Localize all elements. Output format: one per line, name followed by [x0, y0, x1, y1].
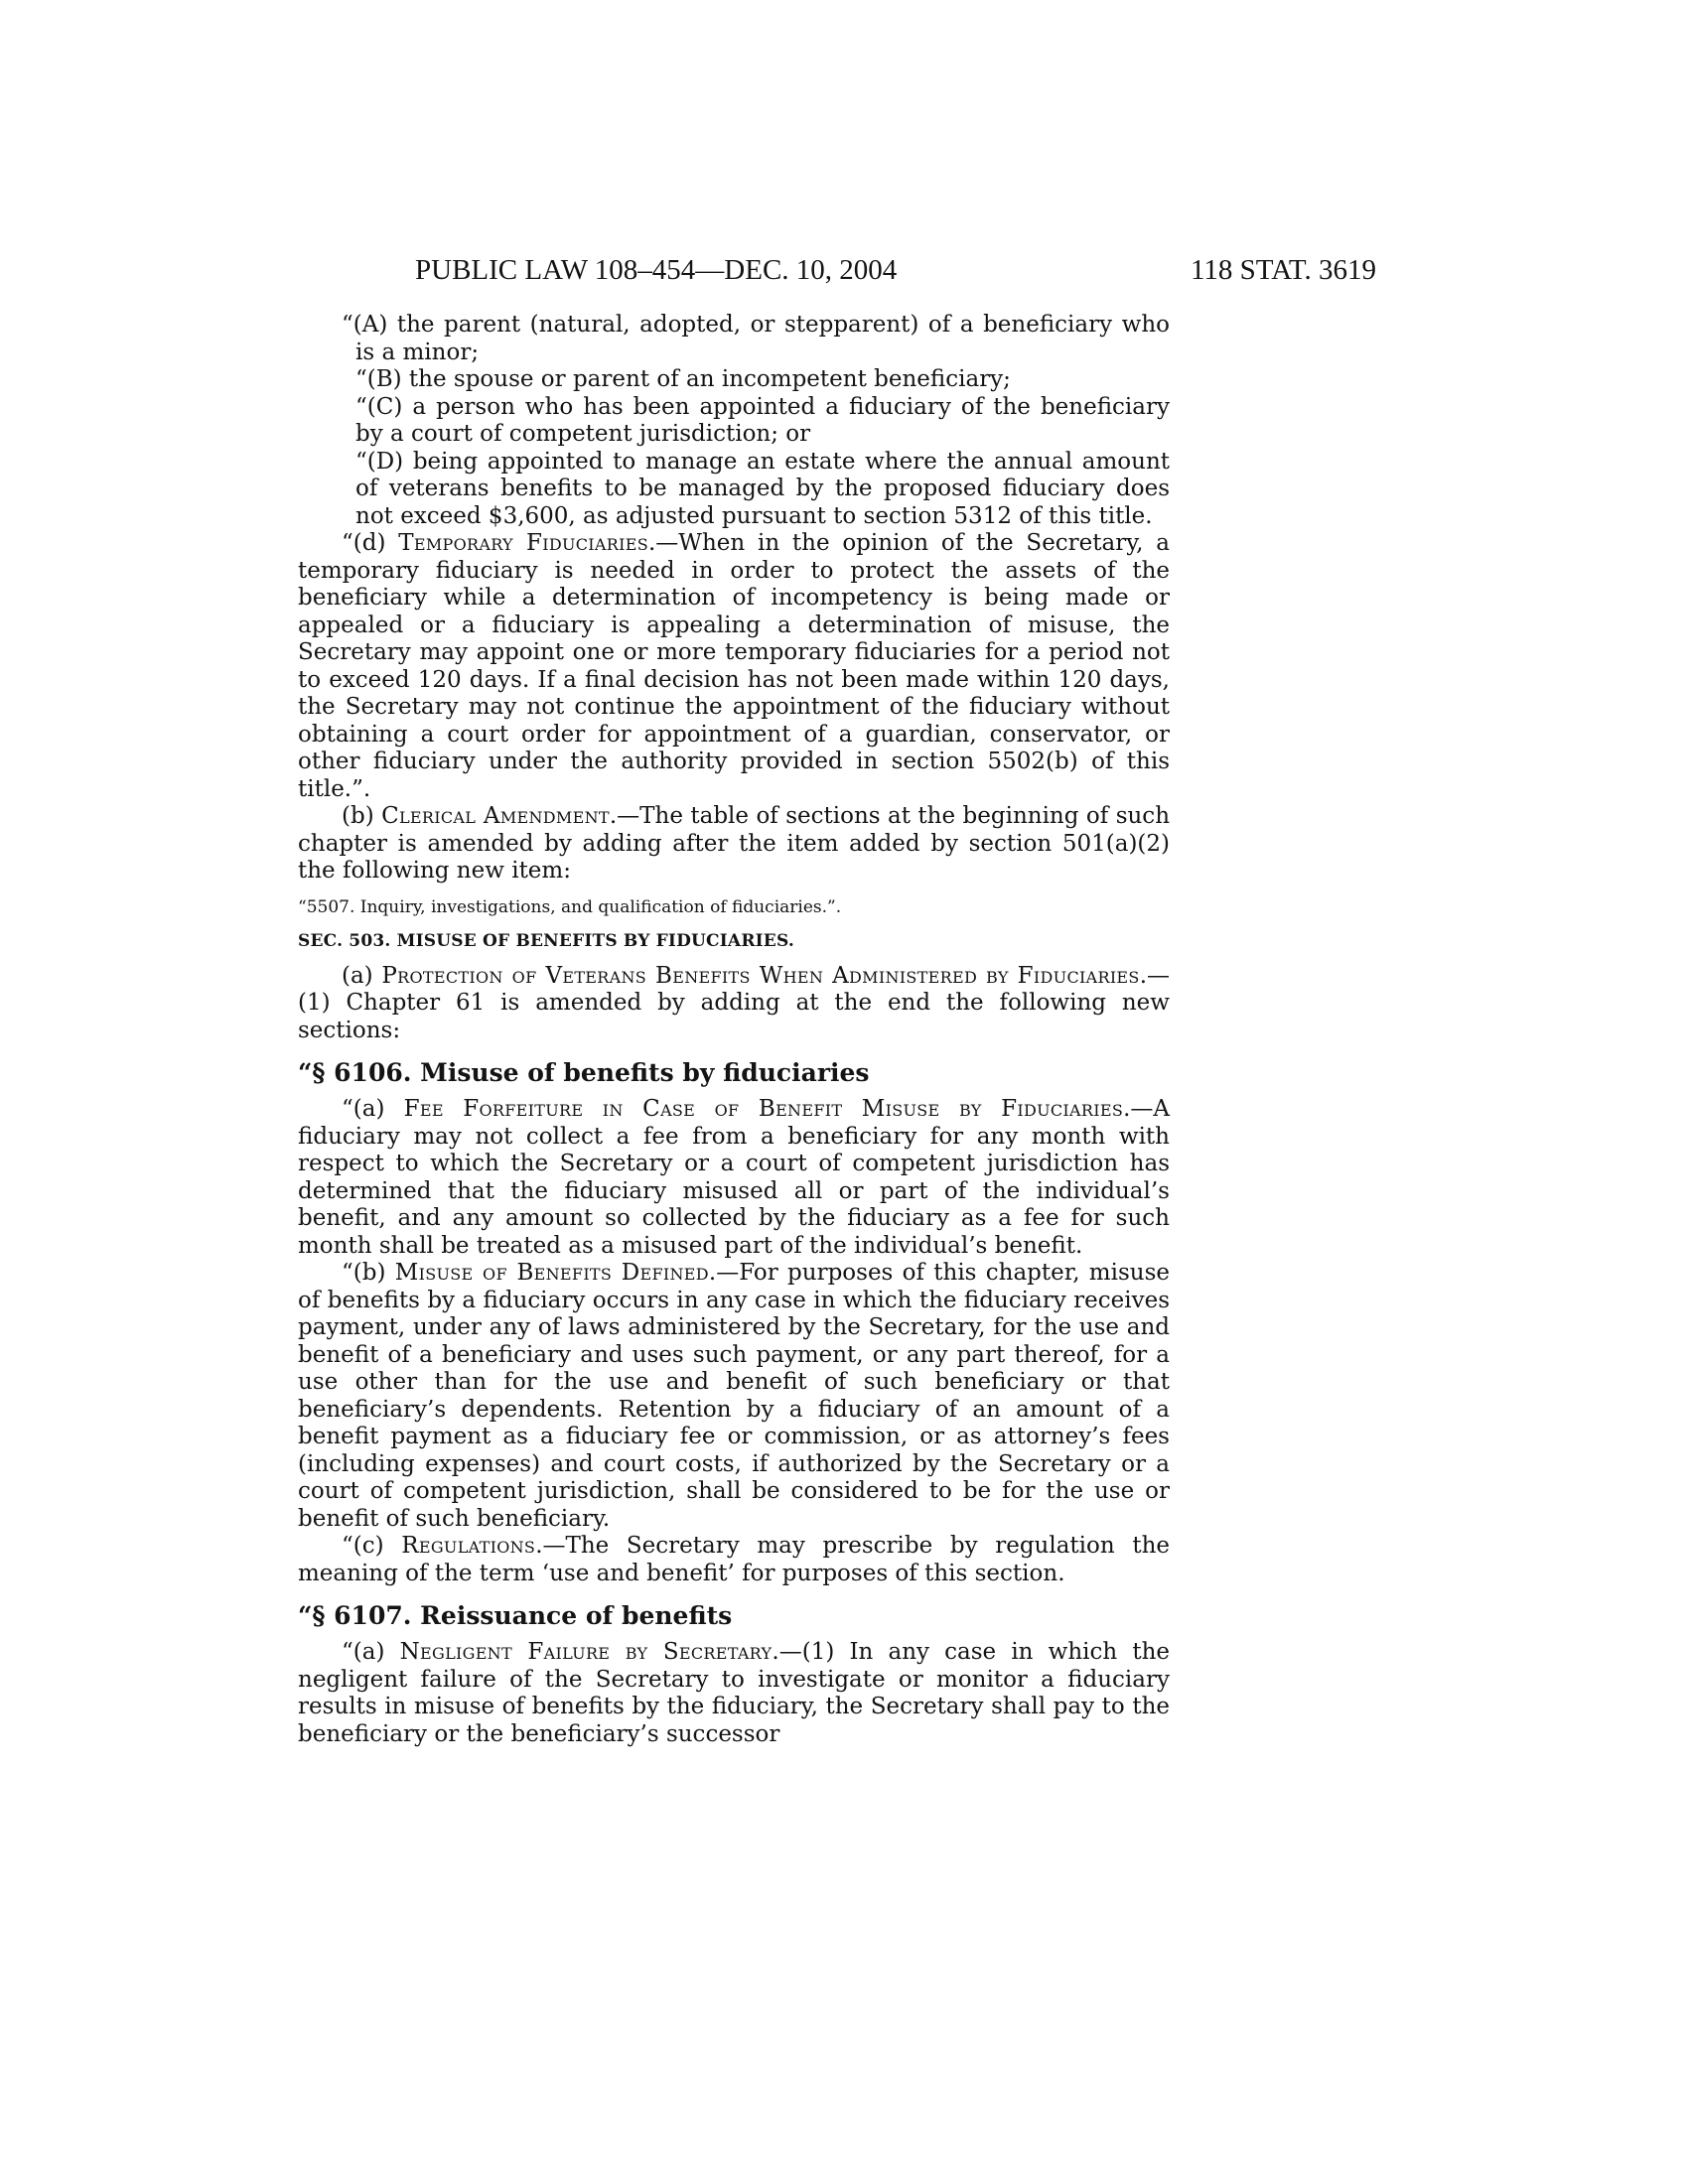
negligent-failure-lead: “(a) [342, 1639, 400, 1665]
temporary-fiduciaries-heading: Temporary Fiduciaries [398, 530, 648, 556]
clerical-amendment-text: .—The table of sections at the beginning of such chapter is amended by adding after the item added by section 501(a)(2) the following new item: [298, 803, 1171, 884]
clause-c-paragraph [355, 394, 1170, 449]
clause-d-text: “(D) being appointed to manage an estate where the annual amount of veterans benefits to be managed by the proposed fiduciary does not exceed $3,600, as adjusted pursuant to section 5312 of this title. [355, 448, 1170, 529]
fee-forfeiture-lead: “(a) [342, 1096, 404, 1122]
protection-text: .—(1) Chapter 61 is amended by adding at the end the following new sections: [298, 962, 1170, 1043]
regulations-heading: Regulations [401, 1533, 536, 1559]
clause-d-paragraph [355, 449, 1170, 531]
statute-page-number: 118 STAT. 3619 [1191, 254, 1376, 286]
misuse-defined-lead: “(b) [342, 1260, 395, 1286]
page-header [415, 250, 1376, 290]
protection-heading: Protection of Veterans Benefits When Administered by Fiduciaries [381, 962, 1140, 989]
section-6107-title: “§ 6107. Reissuance of benefits [298, 1601, 733, 1630]
negligent-failure-paragraph [298, 1639, 1170, 1748]
clerical-amendment-lead: (b) [342, 803, 382, 829]
clause-b-paragraph [355, 366, 1170, 394]
fee-forfeiture-paragraph [298, 1096, 1170, 1260]
section-6106-title: “§ 6106. Misuse of benefits by fiduciaries [298, 1058, 870, 1087]
misuse-defined-heading: Misuse of Benefits Defined [394, 1260, 709, 1286]
negligent-failure-heading: Negligent Failure by Secretary [399, 1639, 773, 1665]
public-law-citation: PUBLIC LAW 108–454—DEC. 10, 2004 [415, 254, 898, 286]
clause-b-text: “(B) the spouse or parent of an incompetent beneficiary; [355, 366, 1011, 392]
clause-a-paragraph [342, 312, 1170, 366]
temporary-fiduciaries-lead: “(d) [342, 530, 399, 556]
fee-forfeiture-text: .—A fiduciary may not collect a fee from a beneficiary for any month with respect to which the Secretary or a court of competent jurisdiction has determined that the fiduciary misused all or part of the individual’s benefit, and any amount so collected by the fiduciary as a fee for such month shall be treated as a misused part of the individual’s benefit. [298, 1096, 1171, 1259]
clause-c-text: “(C) a person who has been appointed a fiduciary of the beneficiary by a court of competent jurisdiction; or [355, 393, 1170, 447]
protection-paragraph [298, 963, 1170, 1045]
clerical-amendment-paragraph [298, 803, 1170, 886]
temporary-fiduciaries-paragraph [298, 530, 1170, 803]
table-of-sections-item: “5507. Inquiry, investigations, and qualification of fiduciaries.”. [298, 896, 842, 917]
negligent-failure-text: .—(1) In any case in which the negligent failure of the Secretary to investigate or monitor a fiduciary results in misuse of benefits by the fiduciary, the Secretary shall pay to the beneficiary or the beneficiary’s successor [298, 1639, 1171, 1747]
section-503-heading: SEC. 503. MISUSE OF BENEFITS BY FIDUCIARIES. [298, 930, 794, 951]
misuse-defined-paragraph [298, 1260, 1170, 1533]
clerical-amendment-heading: Clerical Amendment [381, 803, 610, 829]
regulations-paragraph [298, 1533, 1170, 1587]
fee-forfeiture-heading: Fee Forfeiture in Case of Benefit Misuse by Fiduciaries [403, 1096, 1124, 1122]
document-body [298, 312, 1170, 1748]
regulations-lead: “(c) [342, 1533, 402, 1559]
clause-a-text: “(A) the parent (natural, adopted, or stepparent) of a beneficiary who is a minor; [342, 312, 1170, 365]
misuse-defined-text: .—For purposes of this chapter, misuse of benefits by a fiduciary occurs in any case in which the fiduciary receives payment, under any of laws administered by the Secretary, for the use and benefit of a beneficiary and uses such payment, or any part thereof, for a use other than for the use and benefit of such beneficiary or that beneficiary’s dependents. Retention by a fiduciary of an amount of a benefit payment as a fiduciary fee or commission, or as attorney’s fees (including expenses) and court costs, if authorized by the Secretary or a court of competent jurisdiction, shall be considered to be for the use or benefit of such beneficiary. [298, 1260, 1171, 1532]
temporary-fiduciaries-text: .—When in the opinion of the Secretary, a temporary fiduciary is needed in order to protect the assets of the beneficiary while a determination of incompetency is being made or appealed or a fiduciary is appealing a determination of misuse, the Secretary may appoint one or more temporary fiduciaries for a period not to exceed 120 days. If a final decision has not been made within 120 days, the Secretary may not continue the appointment of the fiduciary without obtaining a court order for appointment of a guardian, conservator, or other fiduciary under the authority provided in section 5502(b) of this title.”. [298, 530, 1170, 802]
regulations-text: .—The Secretary may prescribe by regulation the meaning of the term ‘use and benefit’ for purposes of this section. [298, 1533, 1170, 1586]
protection-lead: (a) [342, 962, 382, 989]
